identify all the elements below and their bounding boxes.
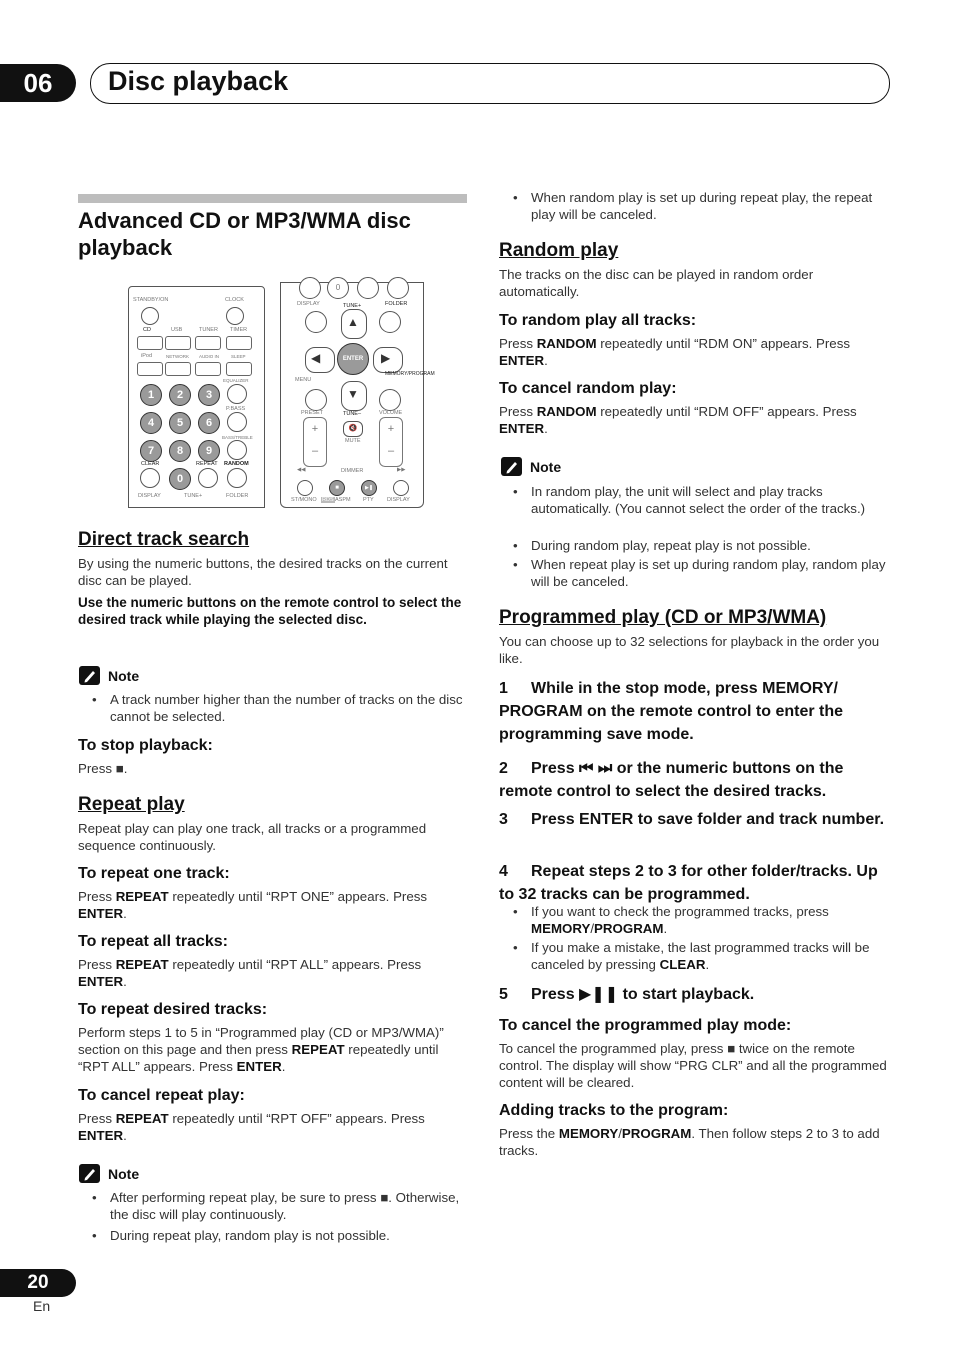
enter-button: ENTER bbox=[337, 343, 369, 375]
repeat-button bbox=[198, 468, 218, 488]
digit-4-button: 4 bbox=[140, 412, 162, 434]
cancel-program-text: To cancel the programmed play, press ■ twice on the remote control. The display will show “PRG CLR” and all the programmed content will be cleared. bbox=[499, 1041, 887, 1090]
top-button-1 bbox=[299, 277, 321, 299]
chapter-title: Disc playback bbox=[108, 66, 289, 96]
remote-illustration-right bbox=[280, 282, 435, 508]
repeat-note-bullet-2: • During repeat play, random play is not possible. bbox=[78, 1227, 470, 1244]
section-divider-bar bbox=[78, 194, 467, 203]
pbass-button bbox=[227, 412, 247, 432]
random-note-bullet-3: • When repeat play is set up during random play, random play will be canceled. bbox=[499, 556, 891, 590]
direct-track-search-heading: Direct track search bbox=[78, 529, 250, 550]
ipod-button bbox=[137, 362, 163, 376]
remote-label-clock: CLOCK bbox=[225, 297, 244, 303]
repeat-desired-heading: To repeat desired tracks: bbox=[78, 1001, 268, 1018]
cancel-random-heading: To cancel random play: bbox=[499, 380, 677, 397]
network-button bbox=[165, 362, 191, 376]
clock-button bbox=[226, 307, 244, 325]
page-number: 20 bbox=[27, 1272, 49, 1293]
remote-label-usb: USB bbox=[171, 327, 183, 333]
random-repeat-bullet: • When random play is set up during repeat play, the repeat play will be canceled. bbox=[499, 189, 896, 223]
page-language: En bbox=[33, 1298, 51, 1314]
timer-button bbox=[226, 336, 252, 350]
stop-playback-heading: To stop playback: bbox=[78, 737, 213, 754]
top-button-3 bbox=[357, 277, 379, 299]
audio-in-button bbox=[195, 362, 221, 376]
remote-label-equalizer: EQUALIZER bbox=[223, 378, 249, 383]
play-pause-button: ▶❚ bbox=[361, 480, 377, 496]
direct-instruction: Use the numeric buttons on the remote control to select the desired track while playing the selected disc. bbox=[78, 595, 462, 627]
remote2-label-display-bottom: DISPLAY bbox=[387, 497, 410, 503]
cancel-program-heading: To cancel the programmed play mode: bbox=[499, 1017, 792, 1034]
remote2-label-memory-program: MEMORY/PROGRAM bbox=[385, 371, 435, 377]
remote-label-audio-in: AUDIO IN bbox=[199, 354, 220, 359]
repeat-intro: Repeat play can play one track, all tracks or a programmed sequence continuously. bbox=[78, 821, 427, 853]
digit-3-button: 3 bbox=[198, 384, 220, 406]
left-arrow-icon: ◀ bbox=[311, 351, 321, 365]
repeat-one-heading: To repeat one track: bbox=[78, 865, 230, 882]
top-button-4 bbox=[387, 277, 409, 299]
volume-minus-label: – bbox=[387, 445, 395, 457]
remote2-label-menu: MENU bbox=[295, 377, 312, 383]
right-arrow-icon: ▶ bbox=[381, 351, 391, 365]
next-button bbox=[393, 480, 409, 496]
equalizer-button bbox=[227, 384, 247, 404]
sleep-button bbox=[226, 362, 252, 376]
top-button-0: 0 bbox=[327, 277, 349, 299]
remote-label-bass-treble: BASS/TREBLE bbox=[222, 435, 253, 440]
program-step-2: 2 Press ⏮ ⏭ or the numeric buttons on the remote control to select the desired tracks. bbox=[499, 760, 844, 800]
chapter-number: 06 bbox=[23, 67, 53, 98]
repeat-one-text: Press REPEAT repeatedly until “RPT ONE” appears. Press ENTER. bbox=[78, 889, 428, 921]
note-pencil-icon bbox=[79, 1164, 100, 1183]
remote-label-repeat: REPEAT bbox=[196, 461, 218, 467]
standby-button bbox=[141, 307, 159, 325]
remote-label-ipod: iPod bbox=[141, 353, 153, 359]
section-title: Advanced CD or MP3/WMA disc playback bbox=[78, 208, 411, 260]
digit-7-button: 7 bbox=[140, 440, 162, 462]
remote2-label-tune-minus: TUNE– bbox=[343, 411, 362, 417]
cancel-random-text: Press RANDOM repeatedly until “RDM OFF” appears. Press ENTER. bbox=[499, 404, 857, 436]
remote-label-clear: CLEAR bbox=[141, 461, 160, 467]
random-play-heading: Random play bbox=[499, 240, 619, 261]
remote2-label-volume: VOLUME bbox=[379, 410, 403, 416]
stop-playback-text: Press ■. bbox=[78, 761, 128, 776]
preset-plus-label: + bbox=[311, 423, 319, 435]
remote-label-cd: CD bbox=[143, 327, 151, 333]
remote2-label-st-mono: ST/MONO bbox=[291, 497, 317, 503]
volume-plus-label: + bbox=[387, 423, 395, 435]
tuner-button bbox=[195, 336, 221, 350]
prev-icon: ◀◀ bbox=[297, 467, 306, 473]
remote2-label-rds: RDS bbox=[322, 497, 334, 503]
volume-rocker bbox=[379, 417, 403, 467]
note-pencil-icon bbox=[79, 666, 100, 685]
remote-label-tuner: TUNER bbox=[199, 327, 218, 333]
note-pencil-icon bbox=[501, 457, 522, 476]
remote2-label-pty: PTY bbox=[363, 497, 374, 503]
memory-program-button bbox=[379, 389, 401, 411]
direct-note-header bbox=[79, 666, 139, 685]
page-number-badge bbox=[0, 1269, 76, 1297]
direct-intro: By using the numeric buttons, the desired tracks on the current disc can be played. bbox=[78, 556, 448, 588]
program-bullet-check: • If you want to check the programmed tracks, press MEMORY/PROGRAM. bbox=[499, 903, 886, 937]
repeat-all-text: Press REPEAT repeatedly until “RPT ALL” appears. Press ENTER. bbox=[78, 957, 422, 989]
remote2-label-aspm: ASPM bbox=[335, 497, 351, 503]
remote-label-folder: FOLDER bbox=[226, 493, 249, 499]
repeat-desired-text: Perform steps 1 to 5 in “Programmed play (CD or MP3/WMA)” section on this page and then press REPEAT repeatedly until “RPT ALL” appears. Press ENTER. bbox=[78, 1025, 444, 1074]
next-icon: ▶▶ bbox=[397, 467, 406, 473]
preset-rocker bbox=[303, 417, 327, 467]
remote-label-tune-plus: TUNE+ bbox=[184, 493, 203, 499]
note-label: Note bbox=[108, 1165, 140, 1182]
remote2-label-dimmer: DIMMER bbox=[341, 468, 364, 474]
repeat-note-header bbox=[79, 1164, 139, 1183]
menu-button bbox=[305, 389, 327, 411]
repeat-play-heading: Repeat play bbox=[78, 794, 185, 815]
usb-button bbox=[165, 336, 191, 350]
digit-6-button: 6 bbox=[198, 412, 220, 434]
digit-2-button: 2 bbox=[169, 384, 191, 406]
random-note-bullet-2: • During random play, repeat play is not possible. bbox=[499, 537, 891, 554]
bass-treble-button bbox=[227, 440, 247, 460]
digit-9-button: 9 bbox=[198, 440, 220, 462]
repeat-all-heading: To repeat all tracks: bbox=[78, 933, 228, 950]
random-note-bullet-1: • In random play, the unit will select and play tracks automatically. (You cannot select the order of the tracks.) bbox=[499, 483, 881, 517]
cancel-repeat-text: Press REPEAT repeatedly until “RPT OFF” appears. Press ENTER. bbox=[78, 1111, 425, 1143]
note-label: Note bbox=[108, 667, 140, 684]
up-arrow-icon: ▲ bbox=[347, 315, 359, 329]
remote-label-sleep: SLEEP bbox=[231, 354, 246, 359]
digit-1-button: 1 bbox=[140, 384, 162, 406]
digit-0-button: 0 bbox=[169, 468, 191, 490]
remote-label-timer: TIMER bbox=[230, 327, 248, 333]
preset-minus-label: – bbox=[311, 445, 319, 457]
program-step-4: 4 Repeat steps 2 to 3 for other folder/tracks. Up to 32 tracks can be programmed. bbox=[499, 863, 878, 903]
programmed-play-heading: Programmed play (CD or MP3/WMA) bbox=[499, 607, 827, 628]
stop-button: ■ bbox=[329, 480, 345, 496]
mute-button: 🔇 bbox=[343, 421, 363, 437]
adding-tracks-text: Press the MEMORY/PROGRAM. Then follow steps 2 to 3 to add tracks. bbox=[499, 1126, 880, 1158]
remote-label-random: RANDOM bbox=[224, 461, 249, 467]
remote2-label-folder: FOLDER bbox=[385, 301, 408, 307]
random-intro: The tracks on the disc can be played in random order automatically. bbox=[499, 267, 814, 299]
remote-illustration-left bbox=[128, 286, 265, 508]
cancel-repeat-heading: To cancel repeat play: bbox=[78, 1087, 245, 1104]
digit-8-button: 8 bbox=[169, 440, 191, 462]
cd-button bbox=[137, 336, 163, 350]
repeat-note-bullet-1: • After performing repeat play, be sure to press ■. Otherwise, the disc will play continuously. bbox=[78, 1189, 460, 1223]
program-step-1: 1 While in the stop mode, press MEMORY/ PROGRAM on the remote control to enter the programming save mode. bbox=[499, 680, 844, 743]
remote-label-pbass: P.BASS bbox=[226, 406, 246, 412]
adding-tracks-heading: Adding tracks to the program: bbox=[499, 1102, 729, 1119]
chapter-number-badge bbox=[0, 64, 76, 102]
random-button bbox=[227, 468, 247, 488]
note-label: Note bbox=[530, 458, 562, 475]
program-step-3: 3 Press ENTER to save folder and track number. bbox=[499, 811, 885, 828]
remote2-label-display: DISPLAY bbox=[297, 301, 320, 307]
remote-label-display: DISPLAY bbox=[138, 493, 161, 499]
clear-button bbox=[140, 468, 160, 488]
remote2-label-preset: PRESET bbox=[301, 410, 324, 416]
program-bullet-mistake: • If you make a mistake, the last programmed tracks will be canceled by pressing CLEAR. bbox=[499, 939, 891, 973]
remote-label-standby: STANDBY/ON bbox=[133, 297, 169, 303]
remote-label-network: NETWORK bbox=[166, 354, 189, 359]
down-arrow-icon: ▼ bbox=[347, 387, 359, 401]
program-step-5: 5 Press ▶❚❚ to start playback. bbox=[499, 986, 755, 1003]
digit-5-button: 5 bbox=[169, 412, 191, 434]
random-all-heading: To random play all tracks: bbox=[499, 312, 697, 329]
random-all-text: Press RANDOM repeatedly until “RDM ON” appears. Press ENTER. bbox=[499, 336, 851, 368]
remote2-label-mute: MUTE bbox=[345, 438, 361, 444]
programmed-intro: You can choose up to 32 selections for playback in the order you like. bbox=[499, 634, 880, 666]
direct-note-bullet: • A track number higher than the number of tracks on the disc cannot be selected. bbox=[78, 691, 467, 725]
prev-button bbox=[297, 480, 313, 496]
random-note-header bbox=[501, 457, 561, 476]
remote2-label-tune-plus: TUNE+ bbox=[343, 303, 362, 309]
